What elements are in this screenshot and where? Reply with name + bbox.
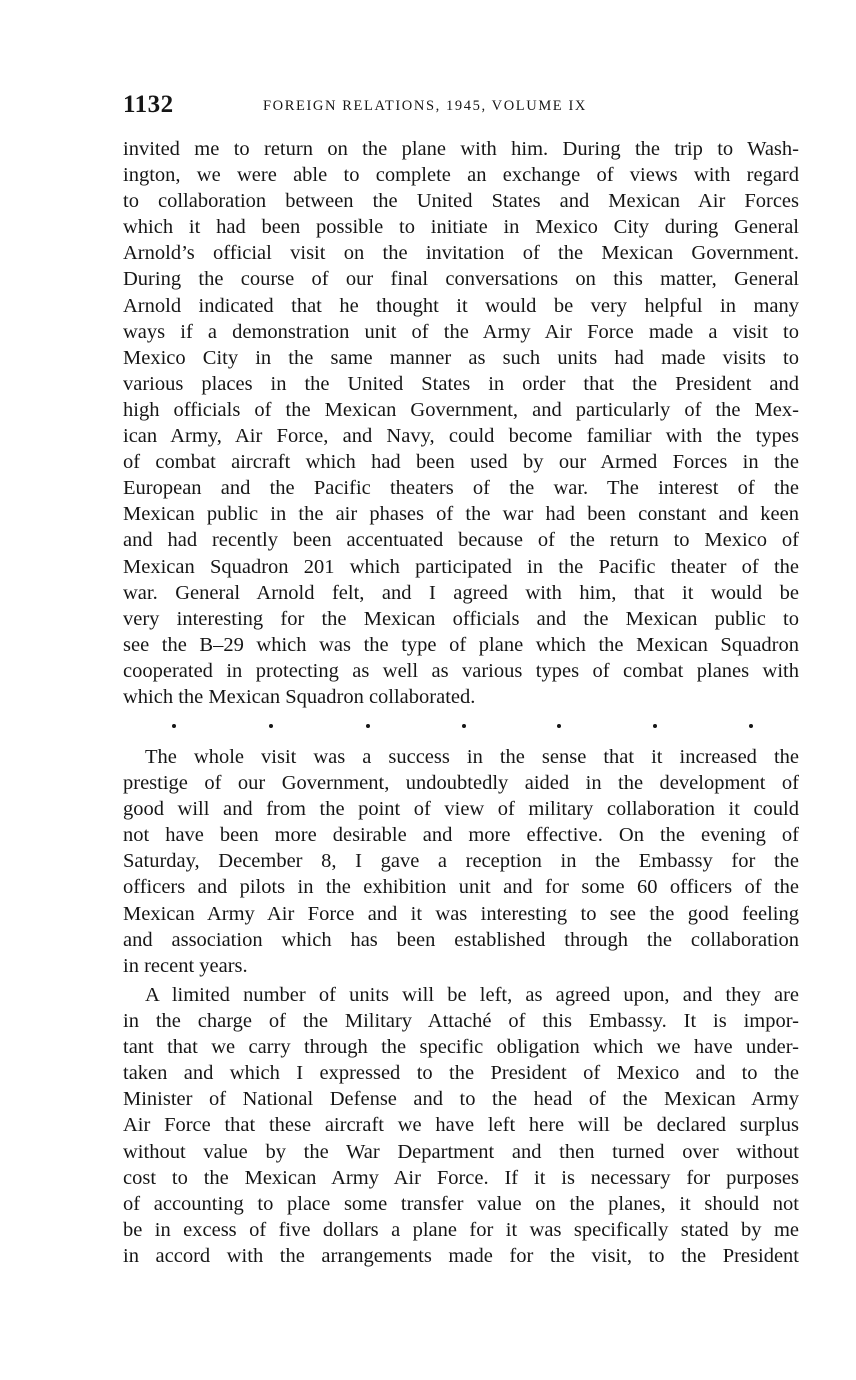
text-line: high officials of the Mexican Government, and particularly of the Mex-: [123, 398, 799, 421]
text-line: in recent years.: [123, 954, 248, 977]
text-line: Air Force that these aircraft we have left here will be declared surplus: [123, 1114, 799, 1137]
running-head: [123, 92, 799, 122]
text-line: cooperated in protecting as well as various types of combat planes with: [123, 659, 799, 682]
text-line: ican Army, Air Force, and Navy, could become familiar with the types: [123, 425, 799, 448]
text-line: cost to the Mexican Army Air Force. If it is necessary for purposes: [123, 1166, 799, 1189]
text-line: invited me to return on the plane with him. During the trip to Wash-: [123, 138, 799, 160]
ellipsis-dot: [172, 724, 176, 728]
paragraph-continued: [123, 136, 799, 710]
ellipsis-dot: [749, 724, 753, 728]
text-line: Mexico City in the same manner as such units had made visits to: [123, 346, 799, 369]
text-line: and had recently been accentuated because of the return to Mexico of: [123, 529, 799, 552]
text-line: in accord with the arrangements made for the visit, to the President: [123, 1244, 799, 1267]
text-line: which the Mexican Squadron collaborated.: [123, 685, 476, 708]
ellipsis-dot: [653, 724, 657, 728]
omission-ellipsis: [164, 718, 764, 734]
text-line: and association which has been established through the collaboration: [123, 928, 799, 951]
text-line: The whole visit was a success in the sense that it increased the: [145, 746, 799, 768]
text-line: without value by the War Department and then turned over without: [123, 1140, 799, 1163]
text-line: Mexican Army Air Force and it was interesting to see the good feeling: [123, 902, 799, 925]
paragraph: [123, 744, 799, 979]
ellipsis-dot: [462, 724, 466, 728]
text-line: war. General Arnold felt, and I agreed with him, that it would be: [123, 581, 799, 604]
text-line: various places in the United States in order that the President and: [123, 372, 799, 395]
text-line: which it had been possible to initiate in Mexico City during General: [123, 216, 799, 239]
text-line: tant that we carry through the specific obligation which we have under-: [123, 1036, 799, 1059]
text-line: Arnold indicated that he thought it would be very helpful in many: [123, 294, 799, 317]
text-line: to collaboration between the United States and Mexican Air Forces: [123, 190, 799, 213]
text-line: Mexican public in the air phases of the war had been constant and keen: [123, 503, 799, 526]
text-line: prestige of our Government, undoubtedly aided in the development of: [123, 772, 799, 795]
text-line: Arnold’s official visit on the invitation of the Mexican Government.: [123, 242, 799, 265]
text-line: very interesting for the Mexican officials and the Mexican public to: [123, 607, 799, 630]
text-line: of accounting to place some transfer value on the planes, it should not: [123, 1192, 799, 1215]
text-line: of combat aircraft which had been used by our Armed Forces in the: [123, 451, 799, 474]
text-line: in the charge of the Military Attaché of this Embassy. It is impor-: [123, 1010, 799, 1033]
text-line: taken and which I expressed to the President of Mexico and to the: [123, 1062, 799, 1085]
text-line: see the B–29 which was the type of plane which the Mexican Squadron: [123, 633, 799, 656]
text-line: Saturday, December 8, I gave a reception in the Embassy for the: [123, 850, 799, 873]
paragraph: [123, 982, 799, 1269]
text-line: good will and from the point of view of military collaboration it could: [123, 798, 799, 821]
text-line: During the course of our final conversations on this matter, General: [123, 268, 799, 291]
text-line: not have been more desirable and more effective. On the evening of: [123, 824, 799, 847]
ellipsis-dot: [366, 724, 370, 728]
text-line: be in excess of five dollars a plane for it was specifically stated by me: [123, 1218, 799, 1241]
ellipsis-dot: [557, 724, 561, 728]
page-number: 1132: [123, 91, 174, 118]
text-line: European and the Pacific theaters of the war. The interest of the: [123, 477, 799, 500]
ellipsis-dot: [269, 724, 273, 728]
text-line: officers and pilots in the exhibition unit and for some 60 officers of the: [123, 876, 799, 899]
text-line: ways if a demonstration unit of the Army Air Force made a visit to: [123, 320, 799, 343]
text-line: A limited number of units will be left, as agreed upon, and they are: [145, 984, 799, 1006]
text-line: ington, we were able to complete an exchange of views with regard: [123, 164, 799, 187]
text-line: Mexican Squadron 201 which participated in the Pacific theater of the: [123, 555, 799, 578]
text-line: Minister of National Defense and to the head of the Mexican Army: [123, 1088, 799, 1111]
running-title: FOREIGN RELATIONS, 1945, VOLUME IX: [263, 98, 587, 114]
